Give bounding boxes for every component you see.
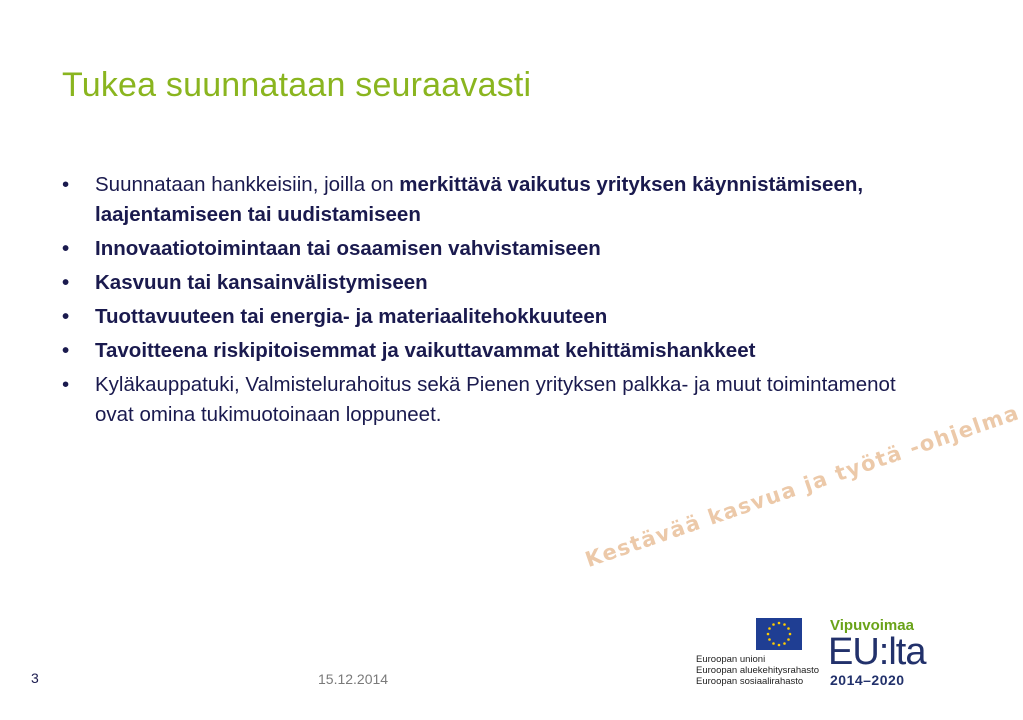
bullet-item: • Innovaatiotoimintaan tai osaamisen vahvistamiseen — [62, 234, 922, 264]
vipuvoimaa-years: 2014–2020 — [830, 672, 905, 688]
bullet-item: • Kyläkauppatuki, Valmistelurahoitus sekä Pienen yrityksen palkka- ja muut toimintamenot ovat omina tukimuotoinaan loppuneet. — [62, 370, 922, 430]
program-slogan: Kestävää kasvua ja työtä -ohjelma — [582, 400, 1023, 572]
eu-funding-text — [696, 654, 820, 687]
bullet-text: Suunnataan hankkeisiin, joilla on — [95, 173, 400, 196]
eu-flag-icon — [756, 618, 802, 650]
bullet-item: • Tavoitteena riskipitoisemmat ja vaikuttavammat kehittämishankkeet — [62, 336, 922, 366]
eu-line: Euroopan unioni — [696, 654, 766, 665]
bullet-emphasis: merkittävä vaikutus yrityksen käynnistämiseen, laajentamiseen tai uudistamiseen — [95, 173, 864, 226]
bullet-item — [62, 170, 922, 230]
bullet-item: • Tuottavuuteen tai energia- ja materiaalitehokkuuteen — [62, 302, 922, 332]
bullet-list — [62, 170, 922, 434]
vipuvoimaa-eu: EU:lta — [828, 631, 926, 673]
bullet-item: • Kasvuun tai kansainvälistymiseen — [62, 268, 922, 298]
slide-title: Tukea suunnataan seuraavasti — [62, 66, 532, 104]
slide-date: 15.12.2014 — [318, 671, 389, 687]
vipuvoimaa-title: Vipuvoimaa — [830, 617, 914, 634]
eu-line: Euroopan aluekehitysrahasto — [696, 665, 820, 676]
eu-line: Euroopan sosiaalirahasto — [696, 676, 804, 687]
page-number: 3 — [31, 670, 39, 686]
